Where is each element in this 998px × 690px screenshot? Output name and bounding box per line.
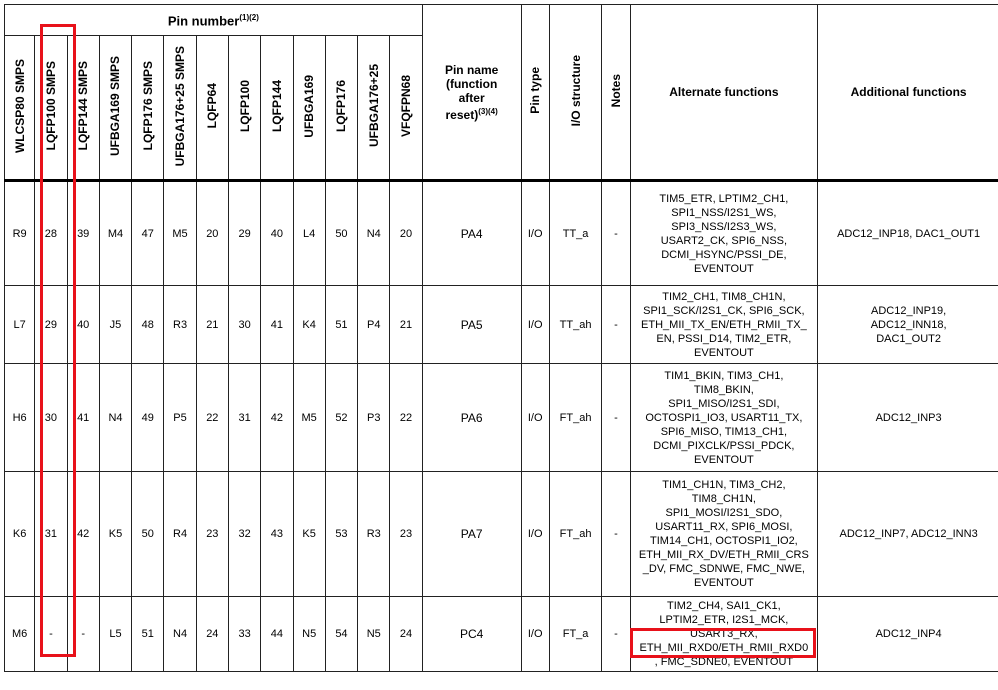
alternate-function-line: SPI1_MISO/I2S1_SDI, — [668, 397, 780, 410]
additional-functions-cell — [818, 286, 998, 364]
additional-function-line: ADC12_INP7, ADC12_INN3 — [839, 528, 978, 540]
package-header: LQFP176 — [325, 36, 357, 181]
pin-cell: 31 — [35, 472, 67, 597]
pin-cell: N4 — [164, 597, 196, 672]
pin-cell: N4 — [99, 364, 131, 472]
package-header: LQFP100 SMPS — [35, 36, 67, 181]
pin-cell: 32 — [228, 472, 260, 597]
alternate-function-line: TIM2_CH1, TIM8_CH1N, — [662, 290, 786, 303]
alternate-function-line: SPI1_NSS/I2S1_WS, — [671, 206, 777, 219]
additional-functions-cell — [818, 364, 998, 472]
alternate-function-line: ETH_MII_TX_EN/ETH_RMII_TX_ — [641, 318, 807, 331]
pin-cell: 41 — [67, 364, 99, 472]
pin-cell: N4 — [358, 181, 390, 286]
pin-type-cell: I/O — [521, 286, 549, 364]
alternate-function-line: TIM8_BKIN, — [693, 383, 754, 396]
pin-cell: 23 — [196, 472, 228, 597]
pin-cell: 42 — [261, 364, 293, 472]
alternate-function-line: SPI6_MISO, TIM13_CH1, — [660, 425, 788, 438]
pin-cell: 52 — [325, 364, 357, 472]
alternate-functions-cell — [630, 181, 818, 286]
pin-cell: 30 — [35, 364, 67, 472]
pin-type-cell: I/O — [521, 364, 549, 472]
pin-cell: 51 — [325, 286, 357, 364]
additional-functions-header: Additional functions — [818, 5, 998, 181]
pin-cell: 24 — [390, 597, 422, 672]
alternate-function-line: EVENTOUT — [694, 577, 754, 589]
io-structure-cell: FT_a — [549, 597, 601, 672]
alternate-function-line: USART2_CK, SPI6_NSS, — [660, 234, 788, 247]
pin-cell: 21 — [196, 286, 228, 364]
pin-number-group-header: Pin number$^{(1)(2)}$ — [5, 5, 423, 36]
additional-functions-cell — [818, 472, 998, 597]
alternate-function-line: USART3_RX, — [690, 628, 758, 640]
pin-cell: 41 — [261, 286, 293, 364]
pin-cell: J5 — [99, 286, 131, 364]
additional-function-line: ADC12_INP4 — [875, 628, 942, 640]
package-header: LQFP176 SMPS — [132, 36, 164, 181]
alternate-function-line: TIM1_CH1N, TIM3_CH2, — [662, 479, 786, 491]
table-row — [5, 364, 998, 472]
additional-function-line: DAC1_OUT2 — [876, 332, 941, 345]
pin-cell: K5 — [293, 472, 325, 597]
notes-cell: - — [602, 364, 630, 472]
io-structure-header: I/O structure — [549, 5, 601, 181]
pin-cell: 50 — [132, 472, 164, 597]
pin-cell: 28 — [35, 181, 67, 286]
pin-cell: L7 — [5, 286, 35, 364]
alternate-function-line: EVENTOUT — [694, 262, 754, 275]
pin-cell: K5 — [99, 472, 131, 597]
pin-type-cell: I/O — [521, 181, 549, 286]
alternate-function-line: TIM8_CH1N, — [691, 493, 756, 505]
pin-type-cell: I/O — [521, 472, 549, 597]
io-structure-cell: TT_a — [549, 181, 601, 286]
alternate-functions-cell — [630, 364, 818, 472]
pin-cell: 20 — [196, 181, 228, 286]
alternate-function-line: TIM1_BKIN, TIM3_CH1, — [664, 369, 784, 382]
pin-cell: 53 — [325, 472, 357, 597]
alternate-functions-cell — [630, 472, 818, 597]
pin-cell: R9 — [5, 181, 35, 286]
alternate-function-line: LPTIM2_ETR, I2S1_MCK, — [659, 614, 789, 626]
pin-name-cell: PA4 — [422, 181, 521, 286]
pin-cell: L4 — [293, 181, 325, 286]
pin-cell: 54 — [325, 597, 357, 672]
io-structure-cell: FT_ah — [549, 472, 601, 597]
table-row — [5, 286, 998, 364]
package-header: LQFP144 — [261, 36, 293, 181]
pin-cell: - — [35, 597, 67, 672]
pin-cell: R4 — [164, 472, 196, 597]
pin-cell: 40 — [261, 181, 293, 286]
pin-cell: L5 — [99, 597, 131, 672]
additional-function-line: ADC12_INN18, — [870, 318, 947, 331]
pin-cell: P3 — [358, 364, 390, 472]
pin-cell: K6 — [5, 472, 35, 597]
alternate-function-line: DCMI_PIXCLK/PSSI_PDCK, — [653, 439, 795, 452]
alternate-functions-cell — [630, 286, 818, 364]
pin-cell: K4 — [293, 286, 325, 364]
pinout-table — [4, 4, 998, 672]
additional-function-line: ADC12_INP18, DAC1_OUT1 — [837, 227, 981, 240]
alternate-function-line: DCMI_HSYNC/PSSI_DE, — [661, 248, 787, 261]
pin-cell: 22 — [390, 364, 422, 472]
io-structure-cell: TT_ah — [549, 286, 601, 364]
alternate-function-line: SPI1_SCK/I2S1_CK, SPI6_SCK, — [643, 304, 805, 317]
pin-cell: P4 — [358, 286, 390, 364]
package-header: UFBGA169 — [293, 36, 325, 181]
alternate-function-line: , FMC_SDNE0, EVENTOUT — [654, 656, 794, 668]
pin-cell: 30 — [228, 286, 260, 364]
pin-cell: N5 — [358, 597, 390, 672]
pin-name-cell: PA5 — [422, 286, 521, 364]
pin-cell: 42 — [67, 472, 99, 597]
pin-name-cell: PA7 — [422, 472, 521, 597]
notes-cell: - — [602, 472, 630, 597]
io-structure-cell: FT_ah — [549, 364, 601, 472]
alternate-function-line: TIM14_CH1, OCTOSPI1_IO2, — [650, 535, 798, 547]
table-row — [5, 181, 998, 286]
package-header: LQFP64 — [196, 36, 228, 181]
pin-cell: H6 — [5, 364, 35, 472]
pin-cell: 29 — [228, 181, 260, 286]
pin-cell: 31 — [228, 364, 260, 472]
alternate-function-line: EVENTOUT — [694, 346, 754, 359]
additional-function-line: ADC12_INP19, — [871, 304, 947, 317]
alternate-function-line: OCTOSPI1_IO3, USART11_TX, — [645, 411, 803, 424]
table-row — [5, 597, 998, 672]
pin-cell: 20 — [390, 181, 422, 286]
alternate-functions-header: Alternate functions — [630, 5, 818, 181]
pin-type-cell: I/O — [521, 597, 549, 672]
notes-cell: - — [602, 181, 630, 286]
notes-cell: - — [602, 597, 630, 672]
additional-functions-cell — [818, 181, 998, 286]
pin-type-header: Pin type — [521, 5, 549, 181]
alternate-function-line: SPI1_MOSI/I2S1_SDO, — [665, 507, 783, 519]
pin-cell: 29 — [35, 286, 67, 364]
pin-cell: 21 — [390, 286, 422, 364]
alternate-function-line: EN, PSSI_D14, TIM2_ETR, — [656, 332, 792, 345]
pin-cell: R3 — [164, 286, 196, 364]
pin-cell: 47 — [132, 181, 164, 286]
pin-cell: - — [67, 597, 99, 672]
pin-cell: 43 — [261, 472, 293, 597]
additional-function-line: ADC12_INP3 — [875, 411, 942, 424]
alternate-function-line: ETH_MII_RXD0/ETH_RMII_RXD0 — [639, 642, 809, 654]
additional-functions-cell — [818, 597, 998, 672]
pin-cell: 40 — [67, 286, 99, 364]
pin-cell: P5 — [164, 364, 196, 472]
pin-cell: 33 — [228, 597, 260, 672]
notes-header: Notes — [602, 5, 630, 181]
package-header: WLCSP80 SMPS — [5, 36, 35, 181]
package-header: VFQFPN68 — [390, 36, 422, 181]
alternate-function-line: ETH_MII_RX_DV/ETH_RMII_CRS — [638, 549, 809, 561]
pin-cell: R3 — [358, 472, 390, 597]
pin-cell: 24 — [196, 597, 228, 672]
pin-cell: M6 — [5, 597, 35, 672]
package-header: UFBGA169 SMPS — [99, 36, 131, 181]
pin-name-cell: PC4 — [422, 597, 521, 672]
pin-cell: 50 — [325, 181, 357, 286]
alternate-function-line: EVENTOUT — [694, 453, 754, 466]
pin-cell: 44 — [261, 597, 293, 672]
alternate-functions-cell — [630, 597, 818, 672]
pin-cell: 39 — [67, 181, 99, 286]
package-header: UFBGA176+25 SMPS — [164, 36, 196, 181]
alternate-function-line: USART11_RX, SPI6_MOSI, — [655, 521, 793, 533]
alternate-function-line: _DV, FMC_SDNWE, FMC_NWE, — [642, 563, 805, 575]
pin-name-cell: PA6 — [422, 364, 521, 472]
pin-cell: 22 — [196, 364, 228, 472]
pin-name-header: Pin name (function after reset)$^{(3)(4)}$ — [422, 5, 521, 181]
notes-cell: - — [602, 286, 630, 364]
alternate-function-line: TIM5_ETR, LPTIM2_CH1, — [659, 192, 789, 205]
package-header: LQFP100 — [228, 36, 260, 181]
pin-cell: M5 — [293, 364, 325, 472]
alternate-function-line: SPI3_NSS/I2S3_WS, — [671, 220, 777, 233]
pin-cell: 49 — [132, 364, 164, 472]
alternate-function-line: TIM2_CH4, SAI1_CK1, — [667, 600, 781, 612]
pin-cell: M5 — [164, 181, 196, 286]
package-header: LQFP144 SMPS — [67, 36, 99, 181]
pin-cell: M4 — [99, 181, 131, 286]
package-header: UFBGA176+25 — [358, 36, 390, 181]
pin-cell: 51 — [132, 597, 164, 672]
pin-cell: 48 — [132, 286, 164, 364]
pin-cell: 23 — [390, 472, 422, 597]
table-row — [5, 472, 998, 597]
pin-cell: N5 — [293, 597, 325, 672]
